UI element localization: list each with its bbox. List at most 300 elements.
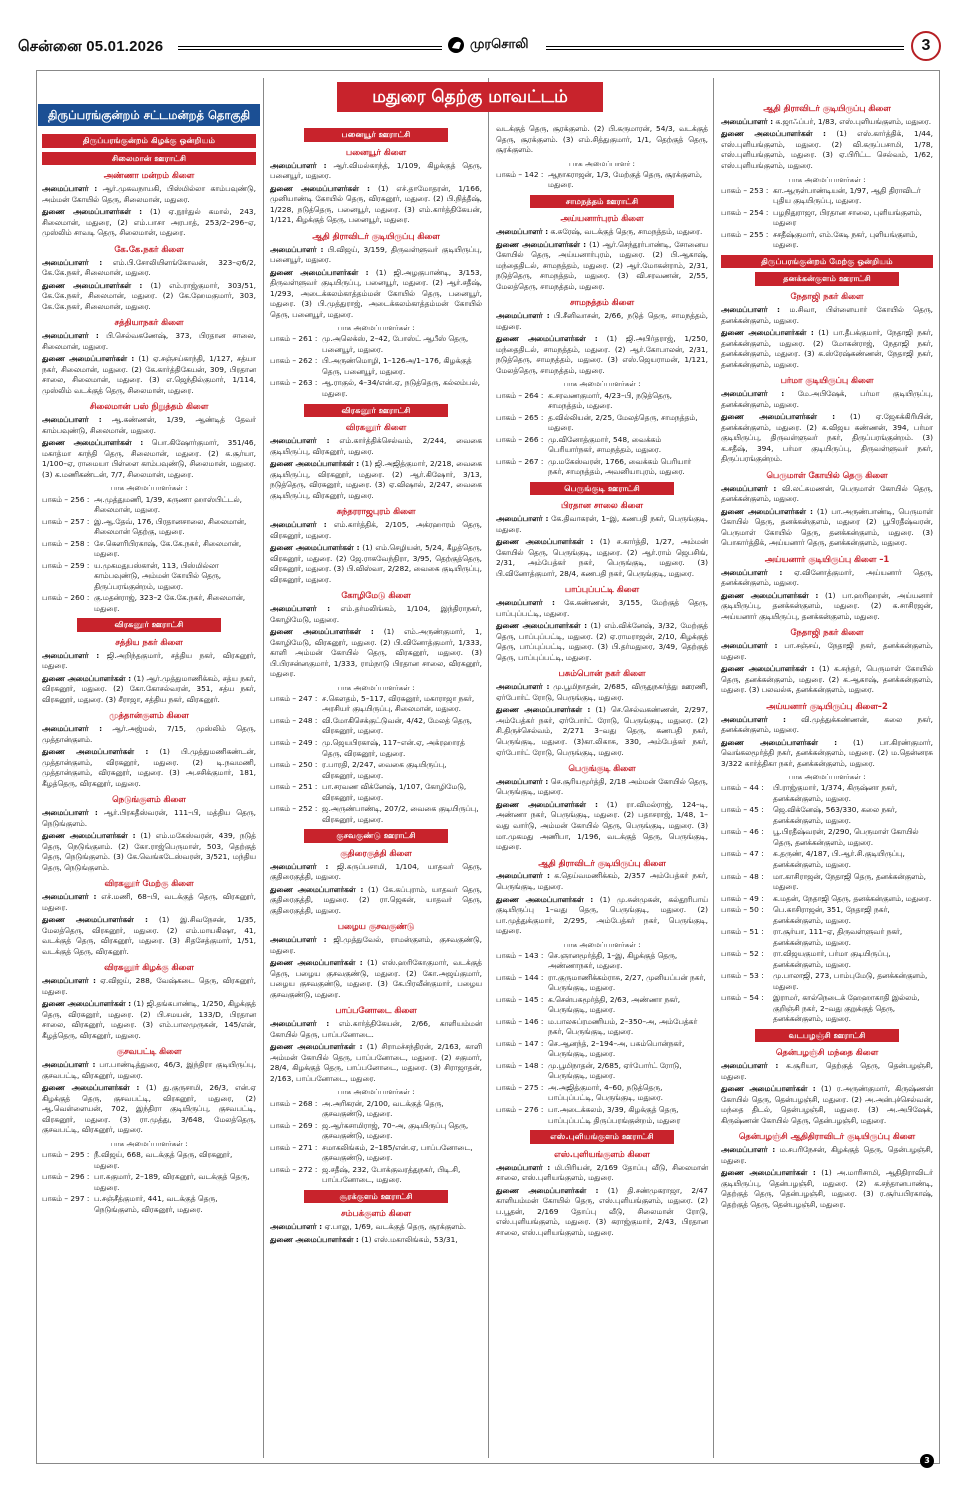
member-details: (1) அ.மாரிசாமி, ஆதிதிராவிடர் குடியிருப்பு, தென்பழஞ்சி, மதுரை. (2) க.சந்தானபாண்டி, தெற்குத் தெரு, தென்பழஞ்சி, மதுரை. (3) ர.சூர்யபிரகாஷ், தெற்குத் தெரு, தென்பழஞ்சி, மதுரை. — [721, 1168, 933, 1209]
member-entry — [270, 958, 482, 1000]
booth-number: பாகம் – 54 : — [721, 993, 764, 1003]
booth-number: பாகம் – 263 : — [270, 378, 318, 388]
member-details: எம்.பி.சோலியிளங்கோவன், 323–ஏ6/2, கே.கே.நகர், சிலைமான், மதுரை. — [42, 257, 256, 278]
role-label: துணை அமைப்பாளர்கள் : — [496, 334, 598, 344]
booth-entry — [721, 849, 933, 870]
member-details: க.சுரேஷ், வடக்குத் தெரு, சாமநத்தம், மதுரை. — [550, 227, 703, 237]
member-entry — [270, 245, 482, 266]
booth-number: பாகம் – 44 : — [721, 783, 764, 793]
panchayat-header: தனக்கன்குளம் ஊராட்சி — [755, 272, 898, 286]
member-entry — [721, 484, 933, 505]
member-details: எச்.மணி, 68–பி, வடக்குத் தெரு, விரகனூர், மதுரை. — [42, 892, 256, 912]
member-entry — [721, 738, 933, 770]
booth-number: பாகம் – 45 : — [721, 805, 764, 815]
member-details: ஜி.கருப்பசாமி, 1/104, யாதவர் தெரு, குதிரைகுத்தி, மதுரை. — [270, 861, 482, 882]
booth-entry — [270, 334, 482, 355]
column-3 — [496, 124, 708, 1240]
booth-entry — [496, 391, 708, 412]
member-entry — [270, 543, 482, 585]
member-details: (1) ஜி.அபிர்தராஜ், 1/250, மந்தைதிடல், சாமநத்தம், மதுரை. (2) ஆர்.கோபாலன், 2/31, நடுத்தெரு, சாமநத்தம், மதுரை. (3) எஸ்.ஜெயராமன், 1/121, மேலத்தெரு, சாமநத்தம், மதுரை. — [496, 334, 708, 375]
booth-number: பாகம் – 148 : — [496, 1060, 544, 1070]
panchayat-header: விரகனூர் ஊராட்சி — [304, 404, 447, 418]
member-entry — [42, 747, 256, 789]
member-entry — [721, 1145, 933, 1166]
member-entry — [496, 598, 708, 619]
member-details: க.சூரியா, தெற்குத் தெரு, தென்பழஞ்சி, மதுரை. — [721, 1061, 933, 1081]
booth-number: பாகம் – 275 : — [496, 1082, 544, 1092]
branch-title: சத்தியாநகர் கிளை — [114, 317, 184, 328]
booth-number: பாகம் – 265 : — [496, 412, 544, 422]
role-label: அமைப்பாளர் : — [721, 116, 774, 126]
booth-entry — [42, 1172, 256, 1193]
member-entry — [721, 117, 933, 128]
booth-details: ப.சஞ்சீத்குமார், 441, வடக்குத் தெரு, நெடுங்குளம், விரகனூர், மதுரை. — [94, 1194, 218, 1214]
role-label: அமைப்பாளர் : — [721, 1061, 779, 1071]
member-entry — [42, 281, 256, 313]
booth-entry — [270, 760, 482, 781]
booth-number: பாகம் – 268 : — [270, 1098, 318, 1108]
booth-details: மு.வினோத்குமார், 548, வைக்கம் பெரியார்நகர், சாமநத்தம், மதுரை. — [548, 434, 662, 455]
member-details: வி.லட்சுமணன், பெருமாள் கோயில் தெரு, தனக்கன்குளம், மதுரை. — [721, 483, 933, 504]
booth-details: மு.மகேஸ்வரன், 1766, வைக்கம் பெரியார் நகர், சாமநத்தம், அவனியாபுரம், மதுரை. — [548, 456, 692, 477]
booth-details: பழநிதுராஜா, பிரதான சாலை, புளியங்குளம், மதுரை — [773, 207, 922, 228]
member-details: (1) க.சுந்தர், பெருமாள் கோயில் தெரு, தனக்கன்குளம், மதுரை. (2) க.ஆகாஷ், தனக்கன்குளம், மதுரை. (3) பலவல்சு, தனக்கன்குளம், மதுரை. — [721, 664, 933, 695]
booth-details: க.சரவணகுமார், 4/23–பி, நடுத்தெரு, சாமநத்தம், மதுரை. — [548, 390, 673, 411]
booth-details: க.மதன், நேதாஜி தெரு, தனக்கன்குளம், மதுரை. — [773, 893, 932, 903]
member-entry — [42, 258, 256, 279]
booth-number: பாகம் – 272 : — [270, 1164, 318, 1174]
member-details: (1) பா.அருண்பாண்டி, பெருமாள் கோயில் தெரு, தனக்கன்குளம், மதுரை (2) பூபிரதீஷ்வரன், பெருமாள் கோயில் தெரு, தனக்கன்குளம், மதுரை. (3) பொகார்த்திக், அய்யனார் தெரு, தனக்கன்குளம், மதுரை. — [721, 506, 933, 548]
member-entry — [496, 621, 708, 663]
branch-title: பிரதான சாலை கிளை — [561, 500, 643, 511]
booth-details: ஜ.ஆர்கசாமிராஜ், 70–அ, குடியிருப்பு தெரு, குசவகுண்டு, மதுரை. — [322, 1120, 469, 1141]
booth-entry — [721, 971, 933, 992]
booth-heading: பாக அமைப்பாளர்கள் : — [337, 1087, 415, 1097]
member-details: (1) ரா.விமல்ராஜ், 124–டி, அண்ணா நகர், பெருங்குடி, மதுரை. (2) பதாசராஜ், 1/48, 1–வது வார்டு, அம்மன் கோயில் தெரு, பெருங்குடி, மதுரை. (3) மா.முகமது அணிபா, 1/196, வடக்குத் தெரு, பெருங்குடி, மதுரை. — [496, 799, 708, 852]
member-entry — [270, 1019, 482, 1040]
booth-entry — [496, 170, 708, 191]
booth-entry — [496, 951, 708, 972]
booth-number: பாகம் – 260 : — [42, 593, 90, 603]
booth-details: அ.அரிகரன், 2/100, வடக்குத் தெரு, குசவகுண்டு, மதுரை. — [322, 1098, 444, 1119]
booth-details: பி.ராஜ்குமார், 1/374, கிருஷ்னா நகர், தனக்கன்குளம், மதுரை. — [773, 783, 898, 803]
role-label: அமைப்பாளர் : — [42, 724, 103, 734]
role-label: அமைப்பாளர் : — [721, 389, 785, 399]
role-label: அமைப்பாளர் : — [270, 1222, 323, 1232]
member-details: ஆர்.முகவநாயகி, பிஸ்மில்லா காம்பவுண்டு, அம்மன் கோயில் தெரு, சிலைமான், மதுரை. — [42, 184, 256, 204]
booth-details: ஆநாகராஜன், 1/3, மேற்குத் தெரு, சூரக்குளம், மதுரை. — [548, 169, 703, 190]
booth-entry — [496, 435, 708, 456]
booth-entry — [721, 993, 933, 1025]
member-details: மி.பிரியன், 2/169 தோப்பு வீடு, சிலைமான் சாலை, எஸ்.புளியங்குளம், மதுரை. — [496, 1162, 708, 1183]
booth-entry — [270, 738, 482, 759]
role-label: துணை அமைப்பாளர்கள் : — [496, 621, 588, 631]
branch-title: விரகனூர் கிழக்கு கிளை — [104, 962, 194, 973]
branch-title: அய்யனார் குடியிருப்பு கிளை–2 — [766, 700, 888, 711]
booth-entry — [270, 1121, 482, 1142]
booth-number: பாகம் – 249 : — [270, 737, 318, 747]
role-label: அமைப்பாளர் : — [270, 1019, 330, 1029]
branch-title: பசும்பொன் நகர் கிளை — [558, 668, 646, 679]
page-number: 3 — [911, 31, 941, 61]
branch-title: நேதாஜி நகர் கிளை — [790, 627, 864, 638]
member-entry — [721, 507, 933, 549]
booth-number: பாகம் – 145 : — [496, 994, 544, 1004]
member-entry — [270, 1222, 482, 1233]
member-entry — [42, 415, 256, 436]
section-header: திருப்பரங்குன்றம் கிழக்கு ஒன்றியம் — [42, 134, 256, 148]
booth-entry — [42, 561, 256, 593]
member-entry — [270, 862, 482, 883]
booth-number: பாகம் – 251 : — [270, 782, 318, 792]
booth-number: பாகம் – 256 : — [42, 494, 90, 504]
role-label: அமைப்பாளர் : — [42, 892, 97, 902]
booth-number: பாகம் – 297 : — [42, 1194, 90, 1204]
member-entry — [721, 641, 933, 662]
member-entry — [270, 627, 482, 680]
booth-number: பாகம் – 267 : — [496, 456, 544, 466]
member-entry — [721, 328, 933, 370]
booth-entry — [270, 356, 482, 377]
role-label: அமைப்பாளர் : — [270, 520, 327, 530]
member-entry — [42, 651, 256, 672]
branch-title: அய்யனார் குடியிருப்பு கிளை –1 — [764, 553, 890, 564]
booth-details: பூ.பிரதீஷ்வரன், 2/290, பெருமாள் கோயில் தெரு, தனக்கன்குளம், மதுரை. — [773, 827, 919, 847]
member-details: (1) எம்.விக்னேஷ், 3/32, மேற்குத் தெரு, பாப்புப்பட்டி, மதுரை. (2) ஏ.ராமராஜன், 2/10, கிழக்குத் தெரு, பாப்புப்பட்டி, மதுரை. (3) பி.தர்மதுரை, 3/49, தெற்குத் தெரு, பாப்புப்பட்டி, மதுரை. — [496, 621, 708, 662]
member-entry — [42, 915, 256, 957]
member-details: ம.சபரிநேசன், கிழக்குத் தெரு, தென்பழஞ்சி, மதுரை. — [721, 1145, 933, 1165]
member-entry — [496, 311, 708, 332]
member-details: ஆர்.அஜ்மல், 7/15, முஸ்லிம் தெரு, முத்தான்குளம். — [42, 724, 256, 744]
role-label: அமைப்பாளர் : — [496, 776, 549, 786]
role-label: அமைப்பாளர் : — [270, 604, 331, 614]
booth-details: அ.முத்துமணி, 1/39, கருணா ஹாஸ்பிட்டல், சிலைமான், மதுரை. — [94, 494, 242, 515]
member-details: க.தெய்வமணிக்கம், 2/357 அம்பேத்கர் நகர், பெருங்குடி, மதுரை. — [496, 871, 708, 891]
booth-number: பாகம் – 269 : — [270, 1120, 318, 1130]
member-entry — [496, 705, 708, 758]
booth-entry — [721, 783, 933, 804]
booth-heading: பாக அமைப்பாளர்கள் : — [788, 174, 866, 184]
booth-details: கா.ஆருள்பாண்டியன், 1/97, ஆதி திராவிடர் புதிய குடியிருப்பு, மதுரை. — [773, 185, 921, 206]
booth-entry — [496, 1039, 708, 1060]
booth-number: பாகம் – 144 : — [496, 972, 544, 982]
member-entry — [42, 999, 256, 1041]
role-label: அமைப்பாளர் : — [42, 331, 99, 341]
member-entry — [42, 831, 256, 873]
booth-entry — [721, 949, 933, 970]
booth-details: பி.அருண்மொழி, 1–126அ/1–176, கிழக்குத் தெரு, பனையூர், மதுரை. — [322, 356, 472, 376]
booth-entry — [270, 1165, 482, 1186]
member-entry — [496, 514, 708, 535]
role-label: அமைப்பாளர் : — [721, 641, 778, 651]
booth-heading: பாக அமைப்பாளர்கள் : — [337, 682, 415, 692]
role-label: அமைப்பாளர் : — [721, 714, 786, 724]
member-details: (1) சிராமச்சந்திரன், 2/163, காளி அம்மன் கோயில் தெரு, பாப்பனோடை, மதுரை. (2) சகுமார், 28/4, கிழக்குத் தெரு, பாப்பனோடை, மதுரை. (3) சிராஜாதன், 2/163, பாப்பனோடை, மதுரை. — [270, 1042, 482, 1083]
constituency-title: திருப்பரங்குன்றம் சட்டமன்றத் தொகுதி — [38, 104, 260, 126]
role-label: துணை அமைப்பாளர்கள் : — [721, 412, 836, 422]
role-label: துணை அமைப்பாளர்கள் : — [721, 737, 838, 747]
booth-number: பாகம் – 266 : — [496, 434, 544, 444]
member-details: எம்.கார்த்திக்செல்வம், 2/244, வைகை குடியிருப்பு, விரகனூர், மதுரை. — [270, 436, 482, 456]
booth-entry — [496, 1105, 708, 1126]
booth-details: பா.அடைக்கலம், 3/39, கிழக்குத் தெரு, பாப்புப்பட்டி திருப்பரங்குன்றம், மதுரை — [548, 1105, 681, 1125]
booth-heading: பாக அமைப்பாளர்கள் : — [563, 379, 641, 389]
booth-details: மு.பூமிநாதன், 2/685, ஏர்போர்ட் ரோடு, பெருங்குடி, மதுரை. — [548, 1060, 682, 1081]
member-details: (1) ச.கார்த்தி, 1/27, அம்மன் கோயில் தெரு, பெருங்குடி, மதுரை. (2) ஆர்.ராம் ஜெபசிங், 2/31, அம்பேத்கர் நகர், பெருங்குடி, மதுரை. (3) பி.வினோத்குமார், 28/4, கணபதி நகர், பெருங்குடி, மதுரை. — [496, 537, 708, 578]
booth-details: அ.அஜித்குமார், 4–60, நடுத்தெரு, பாப்புப்பட்டி, பெருங்குடி, மதுரை. — [548, 1082, 664, 1103]
booth-entry — [496, 973, 708, 994]
booth-number: பாகம் – 257 : — [42, 516, 90, 526]
branch-title: நேதாஜி நகர் கிளை — [790, 291, 864, 302]
booth-details: நீ.விஜய், 668, வடக்குத் தெரு, விரகனூர், மதுரை. — [94, 1150, 233, 1170]
member-details: ஏ.விஜய், 288, வேஷ்கடை தெரு, விரகனூர், மதுரை. — [42, 976, 256, 996]
booth-number: பாகம் – 262 : — [270, 356, 318, 366]
role-label: அமைப்பாளர் : — [270, 160, 327, 170]
booth-heading: பாக அமைப்பாளர்கள் : — [337, 323, 415, 333]
branch-title: கே.கே.நகர் கிளை — [114, 243, 184, 254]
member-details: பா.சஞ்சய், நேதாஜி நகர், தனக்கன்குளம், மதுரை. — [721, 641, 933, 661]
role-label: அமைப்பாளர் : — [496, 311, 550, 321]
member-details: (1) ஏ.ஜேசுக்கிரியின், தனக்கன்குளம், மதுரை. (2) க.விஜய கண்ணன், 394, பர்மா குடியிருப்பு, திருவள்ளுவர் நகர், திருப்பரங்குன்றம். (3) க.சதீஷ், 394, பர்மா குடியிருப்பு, திருவள்ளுவர் நகர், திருப்பரங்குன்றம். — [721, 412, 933, 464]
role-label: துணை அமைப்பாளர்கள் : — [721, 590, 819, 600]
member-entry — [42, 808, 256, 829]
branch-title: ஆதி திராவிடர் குடியிருப்பு கிளை — [312, 230, 440, 241]
member-details: எம்.கார்த்திக், 2/105, அக்ரஹாரம் தெரு, விரகனூர், மதுரை. — [270, 520, 482, 540]
role-label: துணை அமைப்பாளர்கள் : — [721, 129, 826, 139]
booth-number: பாகம் – 247 : — [270, 693, 318, 703]
member-details: (1) செ.செல்வகண்ணன், 2/297, அம்பேத்கர் நகர், ஏர்போர்ட் ரோடு, பெருங்குடி, மதுரை. (2) சி.திருச்செல்வம், 2/271 3–வது தெரு, கணபதி நகர், பெருங்குடி, மதுரை. (3)கா.லிகாசு, 330, அம்பேத்கர் நகர், ஏர்போர்ட் ரோடு, பெருங்குடி, மதுரை. — [496, 705, 708, 757]
booth-entry — [270, 716, 482, 737]
role-label: துணை அமைப்பாளர்கள் : — [270, 884, 364, 894]
member-entry — [42, 976, 256, 997]
column-1 — [42, 130, 256, 1216]
role-label: அமைப்பாளர் : — [42, 1060, 96, 1070]
member-entry — [270, 161, 482, 182]
role-label: அமைப்பாளர் : — [42, 808, 98, 818]
booth-details: ரா.சூர்யா, 111–ஏ, திருவள்ளுவர் நகர், தனக்கன்குளம், மதுரை. — [773, 927, 903, 947]
role-label: துணை அமைப்பாளர்கள் : — [270, 627, 374, 637]
role-label: அமைப்பாளர் : — [496, 514, 549, 524]
branch-title: பெருங்குடி கிளை — [568, 763, 636, 774]
member-entry — [42, 354, 256, 396]
member-details: (1) எச்.தாமோதரன், 1/166, முனியாண்டி கோயில் தெரு, விரகனூர், மதுரை. (2) பி.நித்தீஷ், 1/228, நடுத்தெரு, பனையூர், மதுரை. (3) எம்.கார்த்திகேயன், 1/121, கிழக்குத் தெரு, பனையூர், மதுரை. — [270, 183, 482, 225]
booth-details: பா.சுகுமார், 2–189, விரகனூர், வடக்குத் தெரு, மதுரை. — [94, 1172, 250, 1192]
branch-title: விரகனூர் கிளை — [345, 422, 407, 433]
booth-entry — [721, 872, 933, 893]
member-details: (1) பா.ஹரிஹரன், அய்யனார் குடியிருப்பு, தனக்கன்குளம், மதுரை. (2) க.சாசிரஜன், அய்யனார் குடியிருப்பு, தனக்கன்குளம், மதுரை. — [721, 590, 933, 621]
role-label: அமைப்பாளர் : — [496, 227, 549, 237]
member-details: ஆர்.விமல்காந்த், 1/109, கிழக்குத் தெரு, பனையூர், மதுரை. — [270, 160, 482, 181]
booth-details: மு.ஜெயபிரகாஷ், 117–என்.ஏ, அக்ரஹாரத் தெரு, விரகனூர், மதுரை. — [322, 737, 465, 758]
member-details: (1) எஸ்.கார்த்திக், 1/44, எஸ்.புளியங்குளம், மதுரை. (2) வி.கருப்பசாமி, 1/78, எஸ்.புளியங்குளம், மதுரை. (3) ஏ.பிரிட்ட செல்வம், 1/62, எஸ்.புளியங்குளம், மதுரை. — [721, 129, 933, 170]
member-entry — [721, 715, 933, 736]
booth-heading: பாக அமைப்பாளர்கள் : — [110, 1138, 188, 1148]
booth-details: ய.முகமதுபஸ்கான், 113, பிஸ்மில்லா காம்பவுண்டு, அம்மன் கோயில் தெரு, திருப்பரங்குன்றம், மதுரை. — [94, 560, 222, 591]
district-banner: மதுரை தெற்கு மாவட்டம் — [337, 82, 603, 112]
booth-entry — [721, 186, 933, 207]
booth-details: சே.கௌரிபிரகாஷ், கே.கே.நகர், சிலைமான், மதுரை. — [94, 538, 242, 559]
booth-details: சசதீஷ்குமார், எம்.கேடி நகர், புளியங்குளம், மதுரை. — [773, 229, 918, 250]
member-details: (1) எஸ்.ஹரிகோகுமார், வடக்குத் தெரு, பழைய குசவகுண்டு, மதுரை. (2) கோ.அஜய்குமார், பழைய குசவகுண்டு, மதுரை. (3) கே.பிரவீன்குமார், பழைய குசவகுண்டு, மதுரை. — [270, 958, 482, 999]
branch-title: குதிரைகுத்தி கிளை — [340, 847, 412, 858]
branch-title: தென்பழஞ்சி மந்தை கிளை — [775, 1047, 879, 1058]
booth-entry — [42, 495, 256, 516]
member-details: (1) ஜி.அஜித்குமார், 2/218, வைகை குடியிருப்பு, விரகனூர், மதுரை. (2) ஆர்.கிஷோர், 3/13, நடுத்தெரு, விரகனூர், மதுரை. (3) ஏ.விஷால், 2/247, வைகை குடியிருப்பு, விரகனூர், மதுரை. — [270, 459, 482, 500]
booth-number: பாகம் – 254 : — [721, 207, 769, 217]
member-details: செ.சூரியமூர்த்தி, 2/18 அம்மன் கோயில் தெரு, பெருங்குடி, மதுரை. — [496, 776, 709, 797]
member-entry — [721, 591, 933, 623]
role-label: அமைப்பாளர் : — [42, 976, 96, 986]
role-label: அமைப்பாளர் : — [270, 436, 330, 446]
branch-title: பனையூர் கிளை — [345, 146, 407, 157]
section-header: சிலைமான் ஊராட்சி — [42, 152, 256, 166]
member-entry — [496, 1163, 708, 1184]
role-label: துணை அமைப்பாளர்கள் : — [270, 1042, 363, 1052]
booth-details: ஜ.சதீஷ், 232, போக்குவரத்துநகர், பிடி.சி, பாப்பனோடை, மதுரை. — [322, 1164, 461, 1185]
member-entry — [721, 305, 933, 326]
booth-number: பாகம் – 53 : — [721, 971, 764, 981]
role-label: அமைப்பாளர் : — [721, 567, 783, 577]
member-details: ம.சிவா, பிள்ளையார் கோயில் தெரு, தனக்கன்குளம், மதுரை. — [721, 305, 933, 325]
role-label: துணை அமைப்பாளர்கள் : — [721, 664, 815, 674]
role-label: அமைப்பாளர் : — [270, 861, 329, 871]
member-entry — [42, 674, 256, 706]
booth-entry — [42, 593, 256, 614]
role-label: அமைப்பாளர் : — [270, 244, 324, 254]
booth-details: ம.பாலசுப்ரமணியம், 2–350–அ, அம்பேத்கர் நகர், பெருங்குடி, மதுரை. — [548, 1016, 698, 1037]
member-entry — [42, 1083, 256, 1136]
panchayat-header: குசவகுண்டு ஊராட்சி — [304, 829, 447, 843]
member-details: (1) எம்.ராஜ்குமார், 303/51, கே.கே.நகர், சிலைமான், மதுரை. (2) கே.ஹேமகுமார், 303, கே.கே.நகர், சிலைமான், மதுரை. — [42, 280, 256, 311]
member-details: ஏ.பாலு, 1/69, வடக்குத் தெரு, சூரக்குளம். — [324, 1222, 467, 1232]
booth-entry — [42, 1194, 256, 1215]
member-entry — [496, 682, 708, 703]
role-label: துணை அமைப்பாளர்கள் : — [721, 506, 813, 516]
member-entry — [721, 129, 933, 171]
role-label: அமைப்பாளர் : — [721, 483, 777, 493]
member-details: (1) தி.சண்முகராஜா, 2/47 காளியம்மன் கோயில் தெரு, எஸ்.புளியங்குளம், மதுரை. (2) ப.பூதன், 2/169 தோப்பு வீடு, சிலைமான் ரோடு, எஸ்.புளியங்குளம், மதுரை. (3) கராஜ்குமார், 2/43, பிரதான சாலை, எஸ்.புளியங்குளம், மதுரை. — [496, 1185, 708, 1237]
role-label: அமைப்பாளர் : — [721, 1145, 776, 1155]
role-label: அமைப்பாளர் : — [42, 415, 102, 425]
member-details: (1) ர.அருண்குமார், கிருஷ்ணன் கோயில் தெரு, தென்பழஞ்சி, மதுரை. (2) அ.அன்புச்செல்வன், மந்தை திடல், தென்பழஞ்சி, மதுரை. (3) அ.அபிஷேக், கிருஷ்ணன் கோயில் தெரு, தென்பழஞ்சி, மதுரை. — [721, 1084, 933, 1125]
booth-details: இராமர், கால்நெடைக் ஹேஹாகாதி இல்லம், குறிஞ்சி நகர், 2–வது குறுக்குத் தெரு, தனக்கன்குளம், மதுரை. — [773, 993, 920, 1024]
member-entry — [721, 1168, 933, 1210]
booth-number: பாகம் – 252 : — [270, 804, 318, 814]
member-entry — [721, 412, 933, 465]
role-label: துணை அமைப்பாளர்கள் : — [42, 280, 143, 290]
role-label: துணை அமைப்பாளர்கள் : — [270, 543, 360, 553]
member-entry — [496, 871, 708, 892]
booth-details: ரா.விஜயகுமார், பர்மா குடியிருப்பு, தனக்கன்குளம், மதுரை. — [773, 949, 891, 969]
role-label: அமைப்பாளர் : — [42, 184, 98, 194]
branch-title: ஆதி திராவிடர் குடியிருப்பு கிளை — [763, 103, 891, 113]
booth-details: பெ.காசிராஜன், 351, நேதாஜி நகர், தனக்கன்குளம், மதுரை. — [773, 905, 890, 925]
booth-details: சு.தருண், 4/187, பி.ஆர்.சி.குடியிருப்பு, தனக்கன்குளம், மதுரை. — [773, 849, 905, 869]
role-label: துணை அமைப்பாளர்கள் : — [270, 958, 363, 968]
member-details: (1) எம்.அருண்குமார், 1, கோழிமேடு, விரகனூர், மதுரை. (2) பி.வினோத்குமார், 1/333, காளி அம்மன் கோயில் தெரு, விரகனூர், மதுரை. (3) பி.பிரசன்னகுமார், 1/333, ராம்நாடு பிரதான சாலை, விரகனூர், மதுரை. — [270, 627, 482, 679]
column-4 — [721, 98, 933, 1212]
member-details: ஆ.கண்ணன், 1/39, ஆண்டித் தேவர் காம்பவுண்டு, சிலைமான், மதுரை. — [42, 415, 256, 435]
member-entry — [496, 240, 708, 293]
booth-number: பாகம் – 271 : — [270, 1142, 318, 1152]
member-details: ஆர்.பிரகதீஸ்வரன், 111–பி, மத்திய தெரு, நெடுங்குளம். — [42, 808, 256, 828]
panchayat-header: பனையூர் ஊராட்சி — [304, 128, 447, 142]
booth-details: ஜெ.விக்னேஷ், 563/330, கலை நகர், தனக்கன்குளம், மதுரை. — [773, 805, 898, 825]
booth-details: கு.மதன்ராஜ், 323–2 கே.கே.நகர், சிலைமான், மதுரை. — [94, 593, 246, 613]
branch-title: குசவபட்டி கிளை — [116, 1046, 182, 1057]
booth-entry — [270, 694, 482, 715]
member-details: (1) ஏ.நூர்துல் கமால், 243, சிலைமான், மதுரை, (2) எம்.பாசா அரபாத், 253/2–296–ஏ, முஸ்லிம் சாவடி தெரு, சிலைமான், மதுரை. — [42, 207, 256, 238]
booth-heading: பாக அமைப்பாளர் : — [569, 158, 635, 168]
panchayat-header: பெருங்குடி ஊராட்சி — [530, 482, 673, 496]
booth-entry — [721, 230, 933, 251]
booth-number: பாகம் – 52 : — [721, 949, 764, 959]
booth-entry — [496, 1083, 708, 1104]
role-label: அமைப்பாளர் : — [42, 650, 100, 660]
member-details: பி.விஜய், 3/159, திருவள்ளுவர் குடியிருப்பு, பனையூர், மதுரை. — [270, 244, 482, 265]
member-entry — [496, 1186, 708, 1239]
booth-details: ஆ.ராகுல், 4–34/என்.ஏ, நடுத்தெரு, கல்லம்பல், மதுரை. — [322, 378, 480, 398]
member-entry — [496, 777, 708, 798]
booth-number: பாகம் – 46 : — [721, 827, 764, 837]
member-details: ஏ.வினோத்குமார், அய்யனார் தெரு, தனக்கன்குளம், மதுரை. — [721, 567, 933, 588]
role-label: துணை அமைப்பாளர்கள் : — [496, 705, 591, 715]
branch-title: பழைய குசவகுண்டு — [337, 921, 415, 932]
booth-number: பாகம் – 248 : — [270, 715, 318, 725]
member-entry — [496, 537, 708, 579]
booth-entry — [721, 905, 933, 926]
column-divider — [713, 78, 714, 1458]
booth-number: பாகம் – 50 : — [721, 905, 764, 915]
booth-entry — [721, 894, 933, 905]
member-entry — [721, 389, 933, 410]
newspaper-name: முரசொலி — [470, 37, 529, 52]
member-details: மு.பூமிநாதன், 2/685, விருதுநகர்த்து ஊரணி, ஏர்போர்ட் ரோடு, பெருங்குடி, மதுரை. — [496, 682, 708, 702]
member-details: (1) பா.கிரண்குமார், வெங்கலமூர்த்தி நகர், தனக்கன்குளம், மதுரை. (2) ம.தென்னரசு 3/322 கார்த்திகா நகர், தனக்கன்குளம், மதுரை. — [721, 737, 933, 768]
member-details: எம்.தர்மலிங்கம், 1/104, இந்திராநகர், கோழிமேடு, மதுரை. — [270, 604, 482, 624]
branch-title: அய்யனார்புரம் கிளை — [560, 213, 644, 224]
member-details: (1) எம்.மகேஸ்வரன், 439, நடுத் தெரு, நெடுங்குளம். (2) கோ.ராஜ்பெருமாள், 503, தெற்குத் தெரு, நெடுங்குளம். (3) கே.வெங்கடேஸ்வரன், 3/521, மந்திய தெரு, நெடுங்குளம். — [42, 831, 256, 872]
member-entry — [496, 124, 708, 156]
branch-title: எஸ்.புளியங்குளம் கிளை — [554, 1148, 650, 1159]
branch-title: சத்திய நகர் கிளை — [115, 636, 183, 647]
role-label: துணை அமைப்பாளர்கள் : — [270, 183, 370, 193]
booth-details: த.வில்லியன், 2/25, மேலத்தெரு, சாமநத்தம், மதுரை. — [548, 412, 698, 433]
booth-number: பாகம் – 261 : — [270, 334, 318, 344]
branch-title: தென்பழஞ்சி ஆதிதிராவிடர் குடியிருப்பு கிளை — [738, 1131, 916, 1142]
panchayat-header: சூரக்குளம் ஊராட்சி — [304, 1190, 447, 1204]
role-label: துணை அமைப்பாளர்கள் : — [42, 999, 132, 1009]
masthead-rule-left — [178, 46, 442, 50]
member-entry — [42, 438, 256, 480]
role-label: துணை அமைப்பாளர்கள் : — [42, 915, 148, 925]
booth-entry — [721, 827, 933, 848]
booth-number: பாகம் – 259 : — [42, 560, 90, 570]
role-label: அமைப்பாளர் : — [270, 935, 327, 945]
booth-entry — [270, 1143, 482, 1164]
masthead — [0, 0, 972, 70]
branch-title: சிலைமான் பஸ் நிறுத்தம் கிளை — [89, 401, 209, 412]
panchayat-header: எஸ்.புளியங்குளம் ஊராட்சி — [530, 1130, 673, 1144]
booth-number: பாகம் – 47 : — [721, 849, 764, 859]
member-details: (1) து.குருசாமி, 26/3, என்.ஏ கிழக்குத் தெரு, குசவபட்டி, விரகனூர், மதுரை, (2) ஆ.வெள்ளையன், 702, இந்திரா குடியிருப்பு, குசவபட்டி, விரகனூர், மதுரை. (3) ரா.முத்து, 3/648, மேலத்தெரு, குசவபட்டி, விரகனூர், மதுரை. — [42, 1083, 256, 1135]
booth-heading: பாக அமைப்பாளர்கள் : — [788, 772, 866, 782]
member-details: (1) பா.தீபக்குமார், நேதாஜி நகர், தனக்கன்குளம், மதுரை. (2) மோகன்ராஜ், நேதாஜி நகர், தனக்கன்குளம், மதுரை. (3) க.ஸ்ரேஷ்கண்ணன், நேதாஜி நகர், தனக்கன்குளம், மதுரை. — [721, 328, 933, 369]
member-entry — [721, 568, 933, 589]
member-details: (1) இ.சிவநேசன், 1/35, மேலத்தெரு, விரகனூர், மதுரை. (2) எம்.மாயகிஷா, 41, வடக்குத் தெரு, விரகனூர், மதுரை. (3) சிதசேத்குமார், 1/51, வடக்குத் தெரு, விரகனூர். — [42, 915, 256, 956]
member-details: கே.திவாகரன், 1–இ, கணபதி நகர், பெருங்குடி, மதுரை. — [496, 514, 708, 534]
branch-title: நெடுங்குளம் கிளை — [112, 794, 186, 805]
